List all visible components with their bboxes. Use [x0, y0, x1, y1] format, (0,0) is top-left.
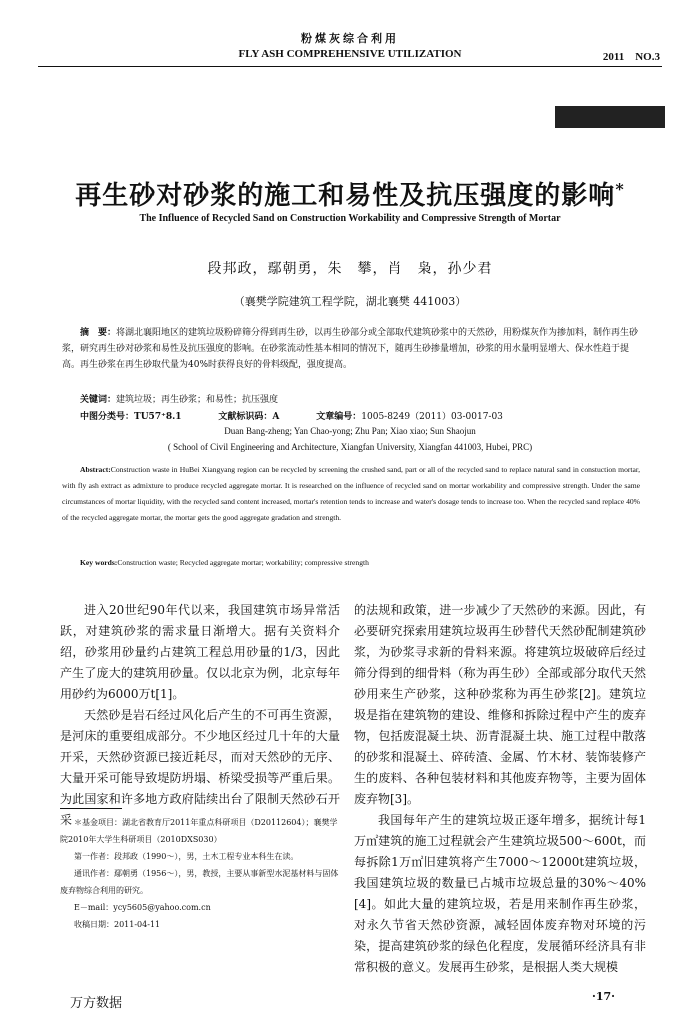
affiliation-en: ( School of Civil Engineering and Architecture, Xiangfan University, Xiangfan 441003, Hubei, PRC) — [167, 442, 533, 452]
doc-label: 文献标识码： — [218, 412, 273, 422]
section-tag-block — [555, 106, 665, 128]
body-paragraph: 进入20世纪90年代以来，我国建筑市场异常活跃，对建筑砂浆的需求量日渐增大。据有关资料介绍，砂浆用砂量约占建筑工程总用砂量的1/3，因此产生了庞大的建筑用砂量。仅以北京为例，北京每年用砂约为6000万t[1]。 — [60, 603, 340, 701]
keywords-en-text: Construction waste; Recycled aggregate mortar; workability; compressive strength — [117, 558, 369, 567]
art-value: 1005-8249（2011）03-0017-03 — [361, 412, 503, 422]
footnote-email: E－mail：ycy5605@yahoo.com.cn — [74, 903, 211, 912]
clc-label: 中图分类号： — [80, 412, 135, 422]
authors-en: Duan Bang-zheng; Yan Chao-yong; Zhu Pan; Xiao xiao; Sun Shaojun — [224, 426, 476, 436]
body-paragraph: 天然砂是岩石经过风化后产生的不可再生资源，是河床的重要组成部分。不少地区经过几十年的大量开采，天然砂资源已接近耗尽，而对天然砂的无序、大量开采可能导致堤防坍塌、桥梁受损等严重后果。为此国家和许多地方政府陆续出台了限制天然砂石开采 — [60, 708, 340, 827]
keywords-en — [80, 558, 369, 567]
footnote-funding: ＊基金项目：湖北省教育厅2011年重点科研项目（D20112604）；襄樊学院2010年大学生科研项目（2010DXS030） — [60, 818, 338, 844]
abstract-cn-label: 摘 要： — [80, 328, 117, 338]
footnote-corresponding-author: 通讯作者：鄢朝勇（1956～），男，教授，主要从事新型水泥基材料与固体废弃物综合利用的研究。 — [60, 869, 339, 895]
paper-title-en: The Influence of Recycled Sand on Construction Workability and Compressive Strength of Mortar — [139, 213, 561, 224]
body-paragraph: 我国每年产生的建筑垃圾正逐年增多，据统计每1万㎡建筑的施工过程就会产生建筑垃圾500～600t，而每拆除1万㎡旧建筑将产生7000～12000t建筑垃圾，我国建筑垃圾的数量已占城市垃圾总量的30%～40%[4]。如此大量的建筑垃圾，若是用来制作再生砂浆，对永久节省天然砂资源，减轻固体废弃物对环境的污染，提高建筑砂浆的绿色化程度，发展循环经济具有非常积极的意义。发展再生砂浆，是根据人类大规模 — [354, 813, 646, 974]
abstract-cn-text: 将湖北襄阳地区的建筑垃圾粉碎筛分得到再生砂，以再生砂部分或全部取代建筑砂浆中的天然砂，用粉煤灰作为掺加料，制作再生砂浆，研究再生砂对砂浆和易性及抗压强度的影响。在砂浆流动性基本相同的情况下，随再生砂掺量增加，砂浆的用水量明显增大、保水性趋于提高。再生砂浆在再生砂取代量为40%时获得良好的骨料级配，强度提高。 — [62, 328, 639, 370]
footnote-rule — [60, 808, 122, 809]
clc-value: TU57⁺8.1 — [134, 412, 182, 422]
clc-code — [80, 409, 182, 422]
footnotes — [60, 814, 340, 933]
art-label: 文章编号： — [316, 412, 362, 422]
page-number: ·17· — [592, 990, 615, 1003]
keywords-cn-label: 关键词： — [80, 395, 117, 405]
body-column-left — [60, 600, 340, 831]
wanfang-watermark: 万方数据 — [70, 996, 123, 1011]
article-number — [316, 409, 537, 422]
body-column-right — [354, 600, 646, 978]
journal-title-en: FLY ASH COMPREHENSIVE UTILIZATION — [238, 48, 462, 60]
footnote-received-date: 收稿日期：2011-04-11 — [74, 920, 161, 929]
title-text: 再生砂对砂浆的施工和易性及抗压强度的影响 — [75, 181, 616, 211]
title-footnote-mark: * — [615, 179, 625, 199]
header-rule — [38, 66, 662, 67]
paper-title-cn — [0, 175, 700, 212]
abstract-en — [62, 462, 640, 526]
issue-number: 2011 NO.3 — [602, 51, 660, 63]
doc-value: A — [272, 412, 280, 422]
doc-code — [218, 409, 279, 422]
classification-row — [80, 409, 640, 422]
abstract-cn — [62, 325, 640, 373]
abstract-en-text: Construction waste in HuBei Xiangyang region can be recycled by screening the crushed sand, part or all of the recycled sand to replace natural sand in constuction mortar, with fly ash extract as admixture to produce recycled aggregate mortar. It is researched on the influence of recycled sand on mortar workability and compressive strength. Under the same circumstances of mortar liquidity, with the recycled sand content increased, mortar's retention tends to increase and water's dosage tends to increase too. When the recycled sand replace 40% of the recycled aggregate mortar, the mortar gets the good aggregate gradation and strength. — [62, 465, 640, 522]
keywords-cn-text: 建筑垃圾；再生砂浆；和易性；抗压强度 — [116, 395, 279, 405]
affiliation-cn: （襄樊学院建筑工程学院，湖北襄樊 441003） — [233, 295, 467, 308]
keywords-cn — [80, 392, 278, 405]
authors-cn: 段邦政，鄢朝勇，朱 攀，肖 枭，孙少君 — [207, 261, 493, 277]
keywords-en-label: Key words: — [80, 558, 118, 567]
journal-title-cn: 粉煤灰综合利用 — [301, 32, 399, 45]
abstract-en-label: Abstract: — [80, 465, 111, 474]
body-paragraph: 的法规和政策，进一步减少了天然砂的来源。因此，有必要研究探索用建筑垃圾再生砂替代天然砂配制建筑砂浆，为砂浆寻求新的骨料来源。将建筑垃圾破碎后经过筛分得到的细骨料（称为再生砂）全部或部分取代天然砂用来生产砂浆，这种砂浆称为再生砂浆[2]。建筑垃圾是指在建筑物的建设、维修和拆除过程中产生的废弃物，包括废混凝土块、沥青混凝土块、施工过程中散落的砂浆和混凝土、碎砖渣、金属、竹木材、装饰装修产生的废料、各种包装材料和其他废弃物等，主要为固体废弃物[3]。 — [354, 603, 646, 806]
footnote-first-author: 第一作者：段邦政（1990～），男，土木工程专业本科生在读。 — [74, 852, 299, 861]
